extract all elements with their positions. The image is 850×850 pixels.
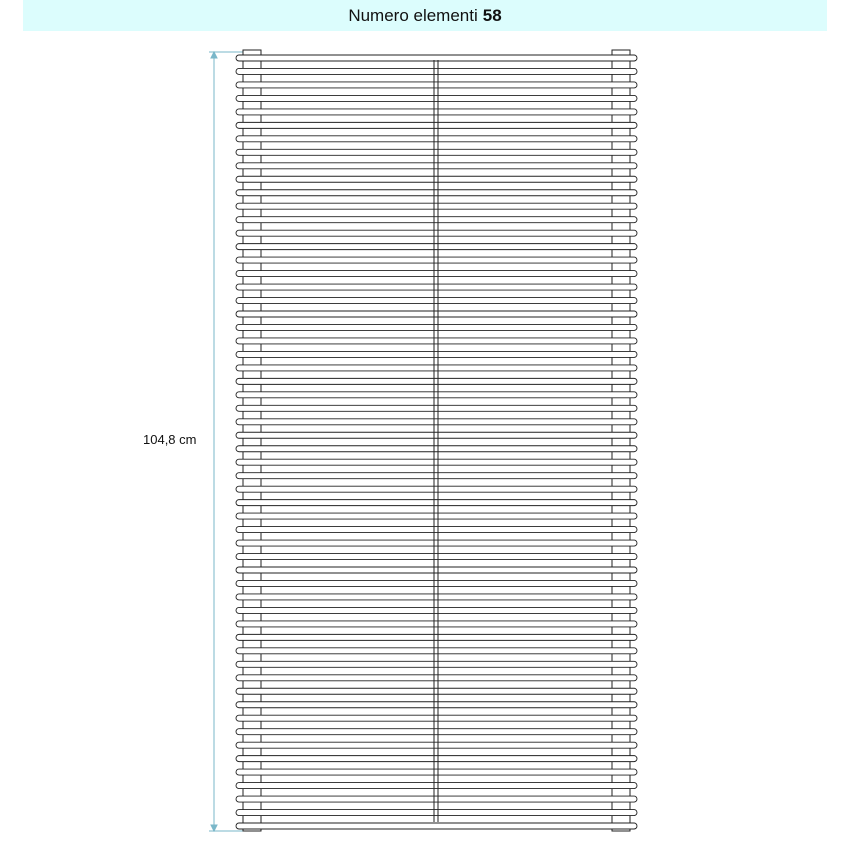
radiator-tube [236,351,637,357]
radiator-tube [236,378,637,384]
radiator-tube [236,338,637,344]
radiator-tube [236,203,637,209]
radiator-tube [236,122,637,128]
height-dimension-label: 104,8 cm [143,432,197,447]
radiator-tube [236,621,637,627]
radiator-tube [236,486,637,492]
radiator-tube [236,230,637,236]
radiator-tube [236,823,637,829]
radiator-tube [236,324,637,330]
radiator-tube [236,82,637,88]
radiator-tube [236,55,637,61]
element-count-label: Numero elementi [348,5,478,25]
radiator-tube [236,405,637,411]
radiator-tube [236,540,637,546]
radiator-tube [236,459,637,465]
radiator-tube [236,715,637,721]
radiator-tube [236,500,637,506]
radiator-tube [236,190,637,196]
radiator-tube [236,217,637,223]
radiator-tube [236,742,637,748]
radiator-tube [236,648,637,654]
radiator-tube [236,567,637,573]
radiator-tube [236,68,637,74]
radiator-tube [236,271,637,277]
radiator-tube [236,554,637,560]
radiator-tube [236,527,637,533]
radiator-tube [236,136,637,142]
radiator-tube [236,311,637,317]
element-count-value: 58 [482,5,502,25]
radiator-tube [236,513,637,519]
radiator-tube [236,149,637,155]
radiator-tube [236,702,637,708]
radiator-tube [236,446,637,452]
radiator-tube [236,796,637,802]
radiator-tube [236,109,637,115]
radiator-tube [236,634,637,640]
radiator-tube [236,580,637,586]
radiator-tube [236,810,637,816]
radiator-tube [236,594,637,600]
radiator-tube [236,244,637,250]
radiator-tube [236,284,637,290]
radiator-tube [236,661,637,667]
radiator-tube [236,176,637,182]
radiator-tube [236,473,637,479]
radiator-tube [236,756,637,762]
radiator-tube [236,365,637,371]
radiator-tube [236,163,637,169]
radiator-tube [236,729,637,735]
radiator-tube [236,783,637,789]
radiator-tube [236,432,637,438]
radiator-tube [236,257,637,263]
radiator-tube [236,675,637,681]
radiator-tube [236,298,637,304]
radiator-tube [236,95,637,101]
radiator-tube [236,607,637,613]
radiator-tube [236,419,637,425]
radiator-tube [236,769,637,775]
radiator-tube [236,688,637,694]
radiator-tube [236,392,637,398]
